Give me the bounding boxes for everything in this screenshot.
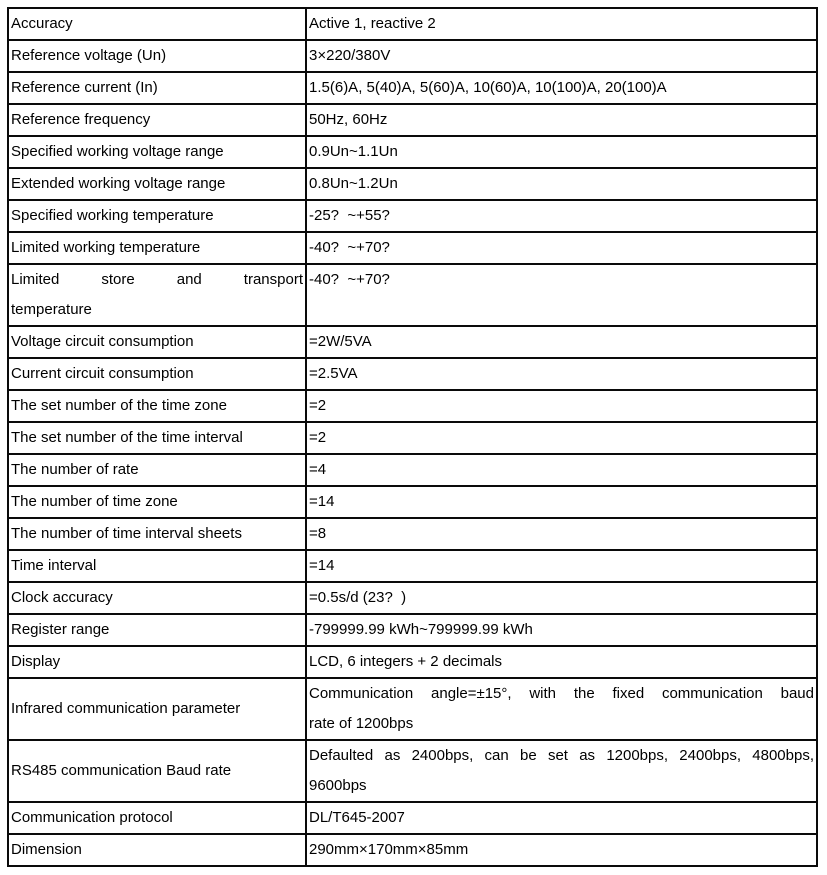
cell-text: Specified working voltage range: [11, 143, 224, 160]
table-row: [8, 390, 817, 422]
spec-value-cell: [306, 72, 817, 104]
cell-text: Infrared communication parameter: [11, 700, 241, 717]
spec-label-cell: [8, 168, 306, 200]
spec-value-cell: [306, 40, 817, 72]
cell-text: Active 1, reactive 2: [309, 15, 436, 32]
spec-value-cell: [306, 232, 817, 264]
table-row: [8, 168, 817, 200]
table-row: [8, 550, 817, 582]
spec-value-cell: [306, 136, 817, 168]
table-row: [8, 8, 817, 40]
cell-text: -40? ~+70?: [309, 271, 390, 288]
cell-text: The number of rate: [11, 461, 139, 478]
cell-text: 50Hz, 60Hz: [309, 111, 388, 128]
spec-label-cell: [8, 550, 306, 582]
cell-text: Communication protocol: [11, 809, 173, 826]
spec-value-cell: [306, 264, 817, 326]
spec-value-cell: [306, 486, 817, 518]
table-row: [8, 486, 817, 518]
cell-text: Reference voltage (Un): [11, 47, 167, 64]
spec-label-cell: [8, 264, 306, 326]
cell-text: =4: [309, 461, 327, 478]
cell-text: RS485 communication Baud rate: [11, 762, 232, 779]
cell-text: =0.5s/d (23? ): [309, 589, 407, 606]
table-row: [8, 40, 817, 72]
cell-text: 0.9Un~1.1Un: [309, 143, 398, 160]
cell-text: Reference current (In): [11, 79, 158, 96]
spec-value-cell: [306, 390, 817, 422]
cell-text: Limited store and transport: [11, 271, 303, 288]
table-row: [8, 740, 817, 802]
spec-label-cell: [8, 486, 306, 518]
table-row: [8, 646, 817, 678]
table-row: [8, 72, 817, 104]
spec-label-cell: [8, 136, 306, 168]
spec-value-cell: [306, 200, 817, 232]
table-row: [8, 454, 817, 486]
spec-label-cell: [8, 358, 306, 390]
cell-text: The number of time interval sheets: [11, 525, 242, 542]
cell-text: Register range: [11, 621, 110, 638]
table-row: [8, 518, 817, 550]
spec-label-cell: [8, 232, 306, 264]
cell-text: 9600bps: [309, 777, 367, 794]
spec-value-cell: [306, 422, 817, 454]
table-row: [8, 104, 817, 136]
cell-text: 3×220/380V: [309, 47, 391, 64]
cell-text: Accuracy: [11, 15, 73, 32]
table-row: [8, 678, 817, 740]
cell-text: rate of 1200bps: [309, 715, 414, 732]
spec-label-cell: [8, 582, 306, 614]
cell-text: Defaulted as 2400bps, can be set as 1200bps, 2400bps, 4800bps,: [309, 747, 814, 764]
cell-text: DL/T645-2007: [309, 809, 405, 826]
cell-text: Reference frequency: [11, 111, 151, 128]
spec-value-cell: [306, 104, 817, 136]
spec-label-cell: [8, 834, 306, 866]
table-row: [8, 358, 817, 390]
cell-text: Display: [11, 653, 61, 670]
cell-text: =8: [309, 525, 327, 542]
spec-label-cell: [8, 740, 306, 802]
table-row: [8, 802, 817, 834]
table-row: [8, 264, 817, 326]
spec-table-container: [7, 7, 818, 867]
table-row: [8, 582, 817, 614]
spec-value-cell: [306, 802, 817, 834]
cell-text: 290mm×170mm×85mm: [309, 841, 469, 858]
spec-label-cell: [8, 8, 306, 40]
spec-label-cell: [8, 40, 306, 72]
table-row: [8, 136, 817, 168]
spec-value-cell: [306, 326, 817, 358]
cell-text: The set number of the time interval: [11, 429, 243, 446]
table-row: [8, 614, 817, 646]
cell-text: Limited working temperature: [11, 239, 201, 256]
cell-text: =2.5VA: [309, 365, 358, 382]
table-row: [8, 834, 817, 866]
cell-text: Time interval: [11, 557, 97, 574]
cell-text: =14: [309, 557, 335, 574]
spec-label-cell: [8, 646, 306, 678]
cell-text: -799999.99 kWh~799999.99 kWh: [309, 621, 533, 638]
cell-text: 0.8Un~1.2Un: [309, 175, 398, 192]
spec-value-cell: [306, 168, 817, 200]
cell-text: =2W/5VA: [309, 333, 372, 350]
spec-label-cell: [8, 390, 306, 422]
spec-value-cell: [306, 614, 817, 646]
cell-text: Dimension: [11, 841, 82, 858]
cell-text: The set number of the time zone: [11, 397, 227, 414]
cell-text: -25? ~+55?: [309, 207, 390, 224]
cell-text: Voltage circuit consumption: [11, 333, 194, 350]
spec-value-cell: [306, 740, 817, 802]
spec-value-cell: [306, 582, 817, 614]
spec-label-cell: [8, 326, 306, 358]
spec-label-cell: [8, 518, 306, 550]
cell-text: The number of time zone: [11, 493, 178, 510]
cell-text: =2: [309, 397, 327, 414]
spec-label-cell: [8, 200, 306, 232]
spec-value-cell: [306, 518, 817, 550]
cell-text: =2: [309, 429, 327, 446]
cell-text: temperature: [11, 301, 92, 318]
spec-label-cell: [8, 678, 306, 740]
cell-text: Current circuit consumption: [11, 365, 194, 382]
cell-text: Extended working voltage range: [11, 175, 226, 192]
spec-value-cell: [306, 550, 817, 582]
cell-text: Clock accuracy: [11, 589, 113, 606]
spec-table: [7, 7, 818, 867]
spec-value-cell: [306, 8, 817, 40]
spec-value-cell: [306, 358, 817, 390]
spec-label-cell: [8, 104, 306, 136]
spec-label-cell: [8, 72, 306, 104]
spec-value-cell: [306, 678, 817, 740]
cell-text: =14: [309, 493, 335, 510]
cell-text: -40? ~+70?: [309, 239, 390, 256]
spec-value-cell: [306, 454, 817, 486]
spec-value-cell: [306, 834, 817, 866]
table-row: [8, 326, 817, 358]
table-row: [8, 232, 817, 264]
spec-label-cell: [8, 802, 306, 834]
spec-label-cell: [8, 614, 306, 646]
cell-text: LCD, 6 integers + 2 decimals: [309, 653, 503, 670]
table-row: [8, 200, 817, 232]
table-row: [8, 422, 817, 454]
cell-text: 1.5(6)A, 5(40)A, 5(60)A, 10(60)A, 10(100)A, 20(100)A: [309, 79, 667, 96]
spec-value-cell: [306, 646, 817, 678]
cell-text: Communication angle=±15°, with the fixed communication baud: [309, 685, 814, 702]
spec-label-cell: [8, 454, 306, 486]
spec-table-body: [8, 8, 817, 866]
cell-text: Specified working temperature: [11, 207, 214, 224]
spec-label-cell: [8, 422, 306, 454]
